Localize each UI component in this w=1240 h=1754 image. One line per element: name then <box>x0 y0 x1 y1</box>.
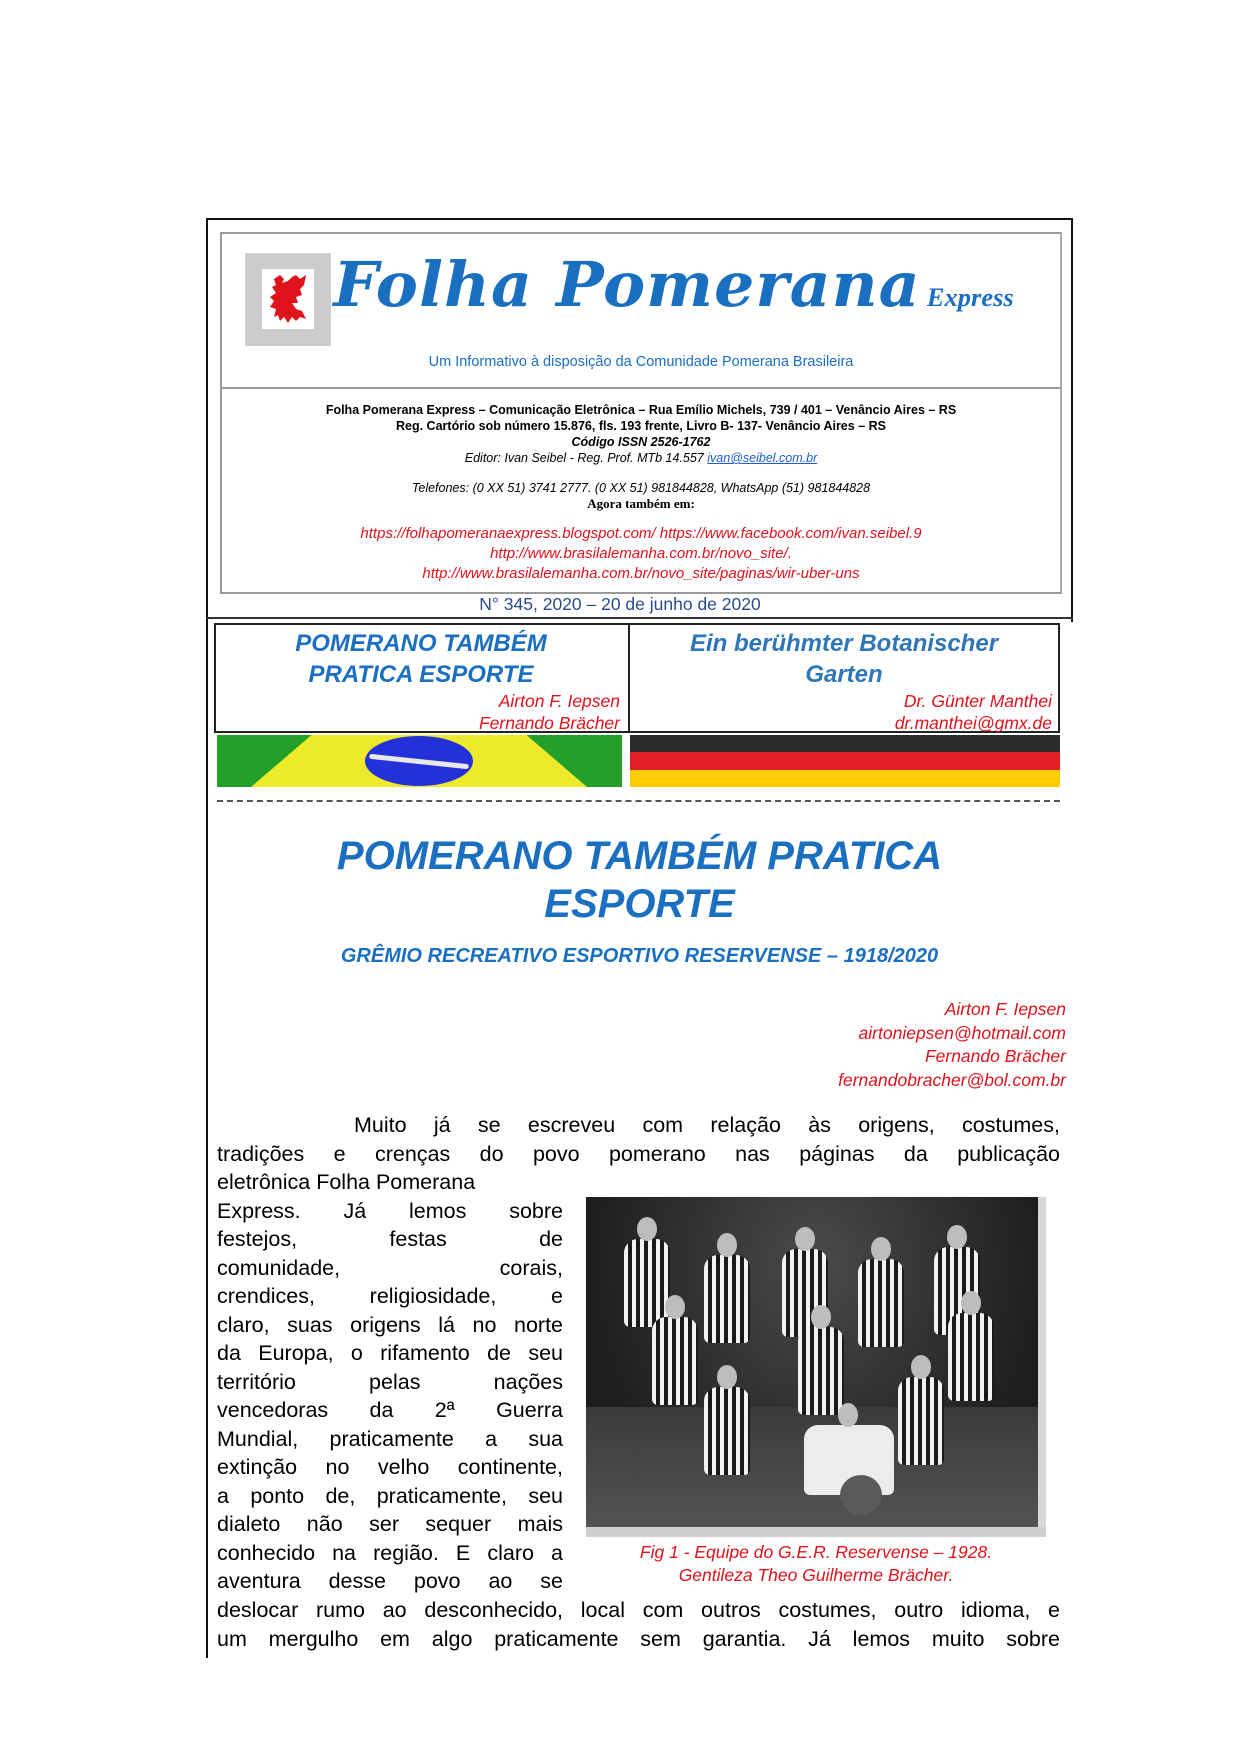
teaser-author: Fernando Brächer <box>478 713 620 733</box>
paragraph-line: festejos, festas de <box>217 1227 563 1251</box>
logo <box>245 253 331 346</box>
article-byline <box>838 998 1066 1092</box>
griffin-icon <box>266 273 310 325</box>
brazil-flag-icon <box>217 735 622 787</box>
article-subtitle: GRÊMIO RECREATIVO ESPORTIVO RESERVENSE – 1918/2020 <box>340 945 939 967</box>
article-title-line: ESPORTE <box>544 882 735 926</box>
masthead-title <box>333 248 1014 321</box>
paragraph-line: da Europa, o rifamento de seu <box>217 1341 563 1365</box>
paragraph-line: território pelas nações <box>217 1369 563 1394</box>
masthead-suffix: Express <box>926 283 1014 312</box>
header-divider <box>222 387 1060 389</box>
issn-line: Código ISSN 2526-1762 <box>571 435 711 449</box>
teaser-email: dr.manthei@gmx.de <box>894 713 1052 733</box>
paragraph-line: extinção no velho continente, <box>217 1455 563 1479</box>
link-novo-site[interactable]: http://www.brasilalemanha.com.br/novo_site/. <box>490 545 792 562</box>
team-photo <box>586 1197 1046 1537</box>
teaser-title-line: Ein berühmter Botanischer <box>689 630 999 657</box>
teaser-box <box>214 623 1060 733</box>
paragraph-line: vencedoras da 2ª Guerra <box>217 1398 563 1422</box>
teaser-title <box>216 628 626 690</box>
article-paragraph-intro <box>217 1111 1060 1168</box>
phones-line: Telefones: (0 XX 51) 3741 2777. (0 XX 51) 981844828, WhatsApp (51) 981844828 <box>411 481 871 495</box>
byline-author: Airton F. Iepsen <box>944 999 1066 1019</box>
paragraph-line: um mergulho em algo praticamente sem garantia. Já lemos muito sobre <box>217 1626 1060 1651</box>
caption-line: Gentileza Theo Guilherme Brächer. <box>678 1565 954 1585</box>
article-column-text <box>217 1168 563 1596</box>
editor-email-link[interactable]: ivan@seibel.com.br <box>707 451 818 465</box>
editor-text: Editor: Ivan Seibel - Reg. Prof. MTb 14.557 <box>464 451 704 465</box>
links-list <box>222 524 1060 584</box>
teaser-title-line: PRATICA ESPORTE <box>308 661 534 688</box>
teaser-title-line: Garten <box>805 661 883 688</box>
paragraph-line: a ponto de, praticamente, seu <box>217 1483 563 1508</box>
paragraph-line: comunidade, corais, <box>217 1255 563 1280</box>
teaser-pomerano[interactable] <box>216 625 626 731</box>
publisher-info <box>222 402 1060 512</box>
teaser-author: Airton F. Iepsen <box>498 691 620 711</box>
issue-line: N° 345, 2020 – 20 de junho de 2020 <box>479 594 761 614</box>
article-paragraph-continued <box>217 1596 1060 1653</box>
figure-caption <box>586 1541 1046 1587</box>
paragraph-line: Express. Já lemos sobre <box>217 1198 563 1223</box>
registration-line: Reg. Cartório sob número 15.876, fls. 193 frente, Livro B- 137- Venâncio Aires – RS <box>396 419 886 433</box>
paragraph-line: claro, suas origens lá no norte <box>217 1312 563 1337</box>
agora-label: Agora também em: <box>587 496 695 511</box>
section-separator <box>217 800 1060 802</box>
tagline: Um Informativo à disposição da Comunidade Pomerana Brasileira <box>428 354 854 370</box>
paragraph-line: Mundial, praticamente a sua <box>217 1426 563 1451</box>
paragraph-line: aventura desse povo ao se <box>217 1569 563 1593</box>
paragraph-line: dialeto não ser sequer mais <box>217 1512 563 1536</box>
article-title <box>206 832 1073 928</box>
byline-email: airtoniepsen@hotmail.com <box>858 1022 1066 1043</box>
paragraph-line: Muito já se escreveu com relação às origens, costumes, <box>354 1113 1060 1137</box>
masthead-box <box>220 232 1062 594</box>
teaser-title <box>630 628 1058 690</box>
teaser-author: Dr. Günter Manthei <box>903 691 1052 711</box>
germany-flag-icon <box>630 735 1060 787</box>
paragraph-line: deslocar rumo ao desconhecido, local com outros costumes, outro idioma, e <box>217 1598 1060 1622</box>
link-wir-uber-uns[interactable]: http://www.brasilalemanha.com.br/novo_site/paginas/wir-uber-uns <box>422 565 860 582</box>
paragraph-line: conhecido na região. E claro a <box>217 1540 563 1565</box>
teaser-title-line: POMERANO TAMBÉM <box>295 630 547 657</box>
paragraph-line: tradições e crenças do povo pomerano nas páginas da publicação <box>217 1141 1060 1166</box>
paragraph-line: crendices, religiosidade, e <box>217 1284 563 1308</box>
link-blog-facebook[interactable]: https://folhapomeranaexpress.blogspot.com/ https://www.facebook.com/ivan.seibel.9 <box>360 525 922 542</box>
editor-line <box>222 450 1060 466</box>
masthead-title-text: Folha Pomerana <box>333 248 921 321</box>
paragraph-line: eletrônica Folha Pomerana <box>217 1170 476 1194</box>
teaser-botanischer[interactable] <box>628 625 1058 731</box>
issue-rule <box>206 617 1073 619</box>
article-title-line: POMERANO TAMBÉM PRATICA <box>336 834 943 878</box>
byline-email: fernandobracher@bol.com.br <box>838 1069 1066 1090</box>
address-line: Folha Pomerana Express – Comunicação Eletrônica – Rua Emílio Michels, 739 / 401 – Venâncio Aires – RS <box>325 403 957 417</box>
byline-author: Fernando Brächer <box>924 1046 1066 1066</box>
caption-line: Fig 1 - Equipe do G.E.R. Reservense – 1928. <box>639 1542 993 1562</box>
